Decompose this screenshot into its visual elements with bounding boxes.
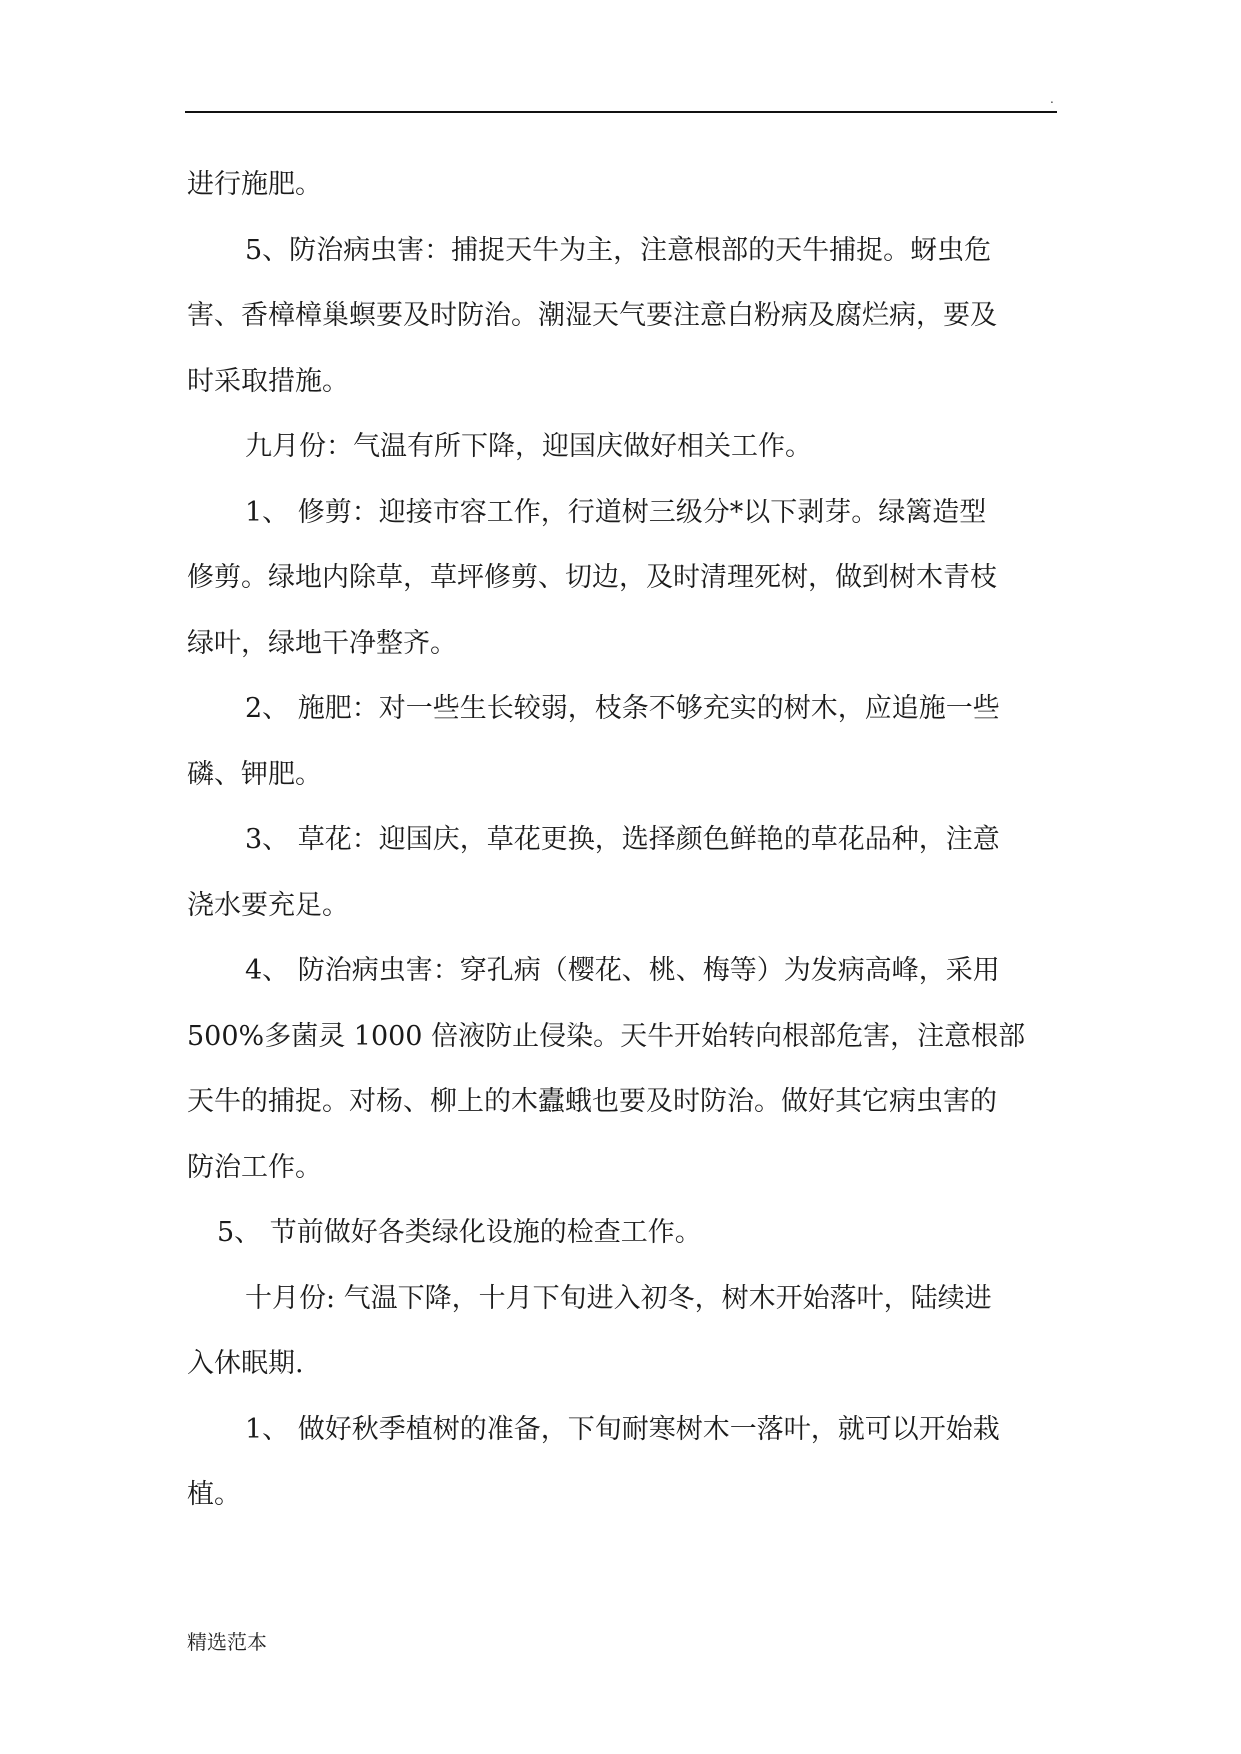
text-line: 1、 修剪：迎接市容工作，行道树三级分*以下剥芽。绿篱造型	[245, 496, 987, 528]
text-line: 防治工作。	[187, 1151, 322, 1183]
text-line: 1、 做好秋季植树的准备，下旬耐寒树木一落叶，就可以开始栽	[245, 1413, 1000, 1445]
text-line: 天牛的捕捉。对杨、柳上的木蠹蛾也要及时防治。做好其它病虫害的	[187, 1086, 997, 1117]
section-heading-october: 十月份: 气温下降，十月下旬进入初冬，树木开始落叶，陆续进	[245, 1282, 992, 1314]
header-dot: .	[1050, 92, 1054, 106]
document-body	[187, 152, 1067, 1528]
footer-label: 精选范本	[187, 1630, 267, 1654]
text-line: 害、香樟樟巢螟要及时防治。潮湿天气要注意白粉病及腐烂病，要及	[187, 300, 997, 331]
text-line: 4、 防治病虫害：穿孔病（樱花、桃、梅等）为发病高峰，采用	[245, 955, 1000, 986]
text-line: 绿叶，绿地干净整齐。	[187, 627, 457, 659]
header-rule	[185, 111, 1057, 113]
text-line: 磷、钾肥。	[187, 758, 322, 790]
text-line: 修剪。绿地内除草，草坪修剪、切边，及时清理死树，做到树木青枝	[187, 562, 997, 593]
text-line: 时采取措施。	[187, 365, 349, 397]
text-line: 5、 节前做好各类绿化设施的检查工作。	[217, 1217, 702, 1248]
text-line: 2、 施肥：对一些生长较弱，枝条不够充实的树木，应追施一些	[245, 693, 1000, 724]
text-line: 植。	[187, 1479, 241, 1510]
text-line: 500%多菌灵 1000 倍液防止侵染。天牛开始转向根部危害，注意根部	[187, 1020, 1026, 1052]
text-line: 5、防治病虫害：捕捉天牛为主，注意根部的天牛捕捉。蚜虫危	[245, 234, 992, 266]
text-line: 入休眠期.	[187, 1348, 304, 1379]
text-line: 浇水要充足。	[187, 889, 349, 921]
section-heading-september: 九月份：气温有所下降，迎国庆做好相关工作。	[245, 431, 812, 462]
text-line: 进行施肥。	[187, 169, 322, 200]
text-line: 3、 草花：迎国庆，草花更换，选择颜色鲜艳的草花品种，注意	[245, 824, 1000, 855]
